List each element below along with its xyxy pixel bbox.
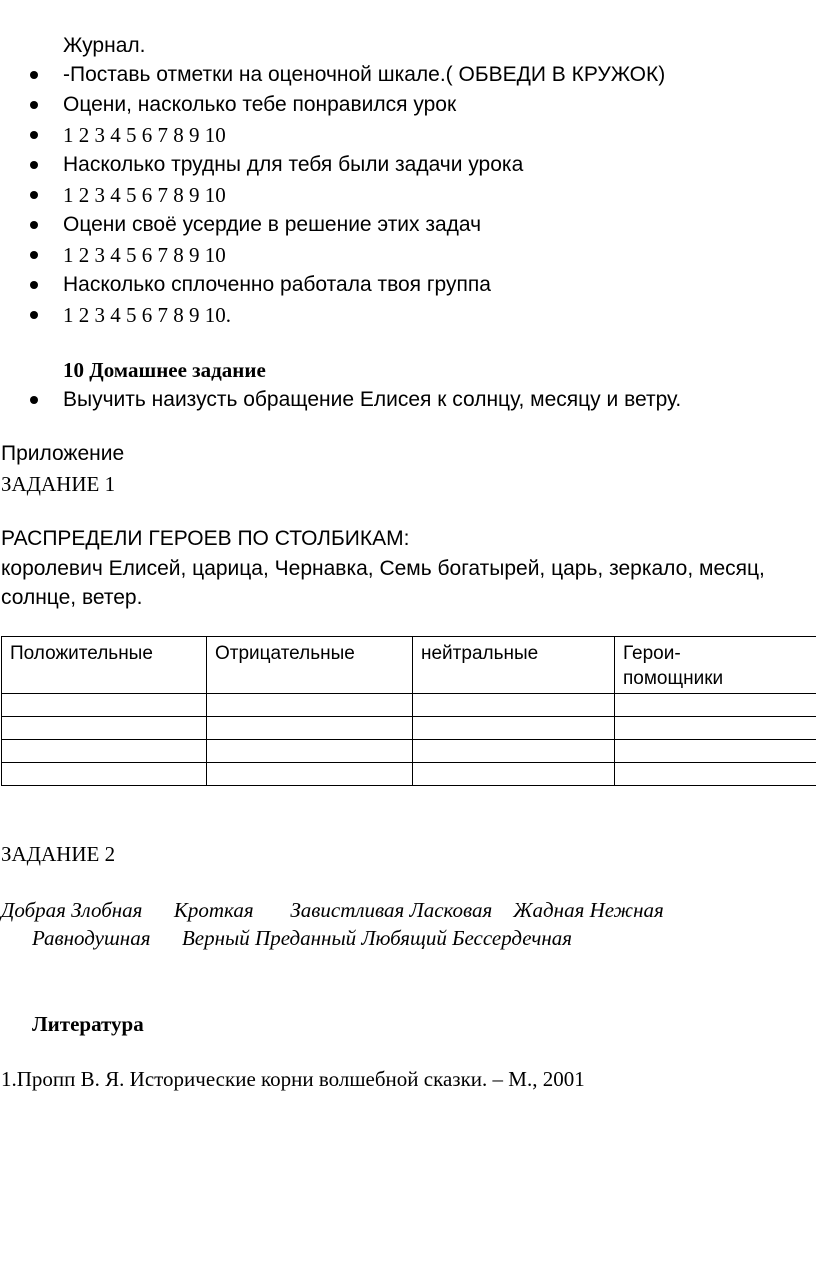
task1-heroes-list: королевич Елисей, царица, Чернавка, Семь богатырей, царь, зеркало, месяц, xyxy=(1,557,765,580)
heroes-table xyxy=(1,636,816,786)
table-cell[interactable] xyxy=(413,694,615,717)
table-cell[interactable] xyxy=(615,763,816,786)
list-item-text: 1 2 3 4 5 6 7 8 9 10 xyxy=(63,183,226,207)
list-item-text: Оцени, насколько тебе понравился урок xyxy=(63,93,457,116)
task1-title: ЗАДАНИЕ 1 xyxy=(1,472,116,496)
bullet-icon xyxy=(30,281,38,289)
list-item-text: 1 2 3 4 5 6 7 8 9 10 xyxy=(63,243,226,267)
list-item-text: Насколько трудны для тебя были задачи урока xyxy=(63,153,524,176)
table-cell[interactable] xyxy=(413,717,615,740)
bullet-icon xyxy=(30,221,38,229)
list-item-text: Насколько сплоченно работала твоя группа xyxy=(63,273,491,296)
list-item-text: -Поставь отметки на оценочной шкале.( ОБВЕДИ В КРУЖОК) xyxy=(63,63,666,86)
table-cell[interactable] xyxy=(615,694,816,717)
bullet-icon xyxy=(30,311,38,319)
bullet-icon xyxy=(30,161,38,169)
literature-entry: 1.Пропп В. Я. Исторические корни волшебной сказки. – М., 2001 xyxy=(1,1067,585,1091)
table-cell[interactable] xyxy=(413,740,615,763)
bullet-icon xyxy=(30,251,38,259)
task1-instruction: РАСПРЕДЕЛИ ГЕРОЕВ ПО СТОЛБИКАМ: xyxy=(1,527,410,550)
homework-heading: 10 Домашнее задание xyxy=(63,358,266,382)
table-cell[interactable] xyxy=(2,763,207,786)
table-row xyxy=(2,717,816,740)
table-cell[interactable] xyxy=(615,717,816,740)
table-row xyxy=(2,763,816,786)
column-header-neutral: нейтральные xyxy=(413,637,615,694)
table-cell[interactable] xyxy=(207,694,413,717)
bullet-icon xyxy=(30,71,38,79)
bullet-icon xyxy=(30,191,38,199)
task2-words-cont: Равнодушная Верный Преданный Любящий Бессердечная xyxy=(32,926,573,950)
list-item-text: 1 2 3 4 5 6 7 8 9 10 xyxy=(63,123,226,147)
column-header-positive: Положительные xyxy=(2,637,207,694)
bullet-icon xyxy=(30,101,38,109)
table-cell[interactable] xyxy=(413,763,615,786)
table-cell[interactable] xyxy=(207,717,413,740)
table-cell[interactable] xyxy=(2,717,207,740)
bullet-icon xyxy=(30,396,38,404)
column-header-negative: Отрицательные xyxy=(207,637,413,694)
table-cell[interactable] xyxy=(2,694,207,717)
appendix-title: Приложение xyxy=(1,442,125,465)
column-header-helpers: Герои- помощники xyxy=(615,637,816,694)
list-item-text: 1 2 3 4 5 6 7 8 9 10. xyxy=(63,303,231,327)
bullet-icon xyxy=(30,131,38,139)
table-row xyxy=(2,740,816,763)
literature-heading: Литература xyxy=(32,1012,144,1036)
homework-item: Выучить наизусть обращение Елисея к солнцу, месяцу и ветру. xyxy=(63,388,682,411)
journal-title: Журнал. xyxy=(63,34,146,57)
task2-title: ЗАДАНИЕ 2 xyxy=(1,842,116,866)
table-cell[interactable] xyxy=(2,740,207,763)
task1-heroes-list-cont: солнце, ветер. xyxy=(1,586,143,609)
table-cell[interactable] xyxy=(615,740,816,763)
table-row xyxy=(2,694,816,717)
table-cell[interactable] xyxy=(207,740,413,763)
table-cell[interactable] xyxy=(207,763,413,786)
task2-words: Добрая Злобная Кроткая Завистливая Ласковая Жадная Нежная xyxy=(1,898,664,922)
list-item-text: Оцени своё усердие в решение этих задач xyxy=(63,213,482,236)
table-header-row xyxy=(2,637,816,694)
